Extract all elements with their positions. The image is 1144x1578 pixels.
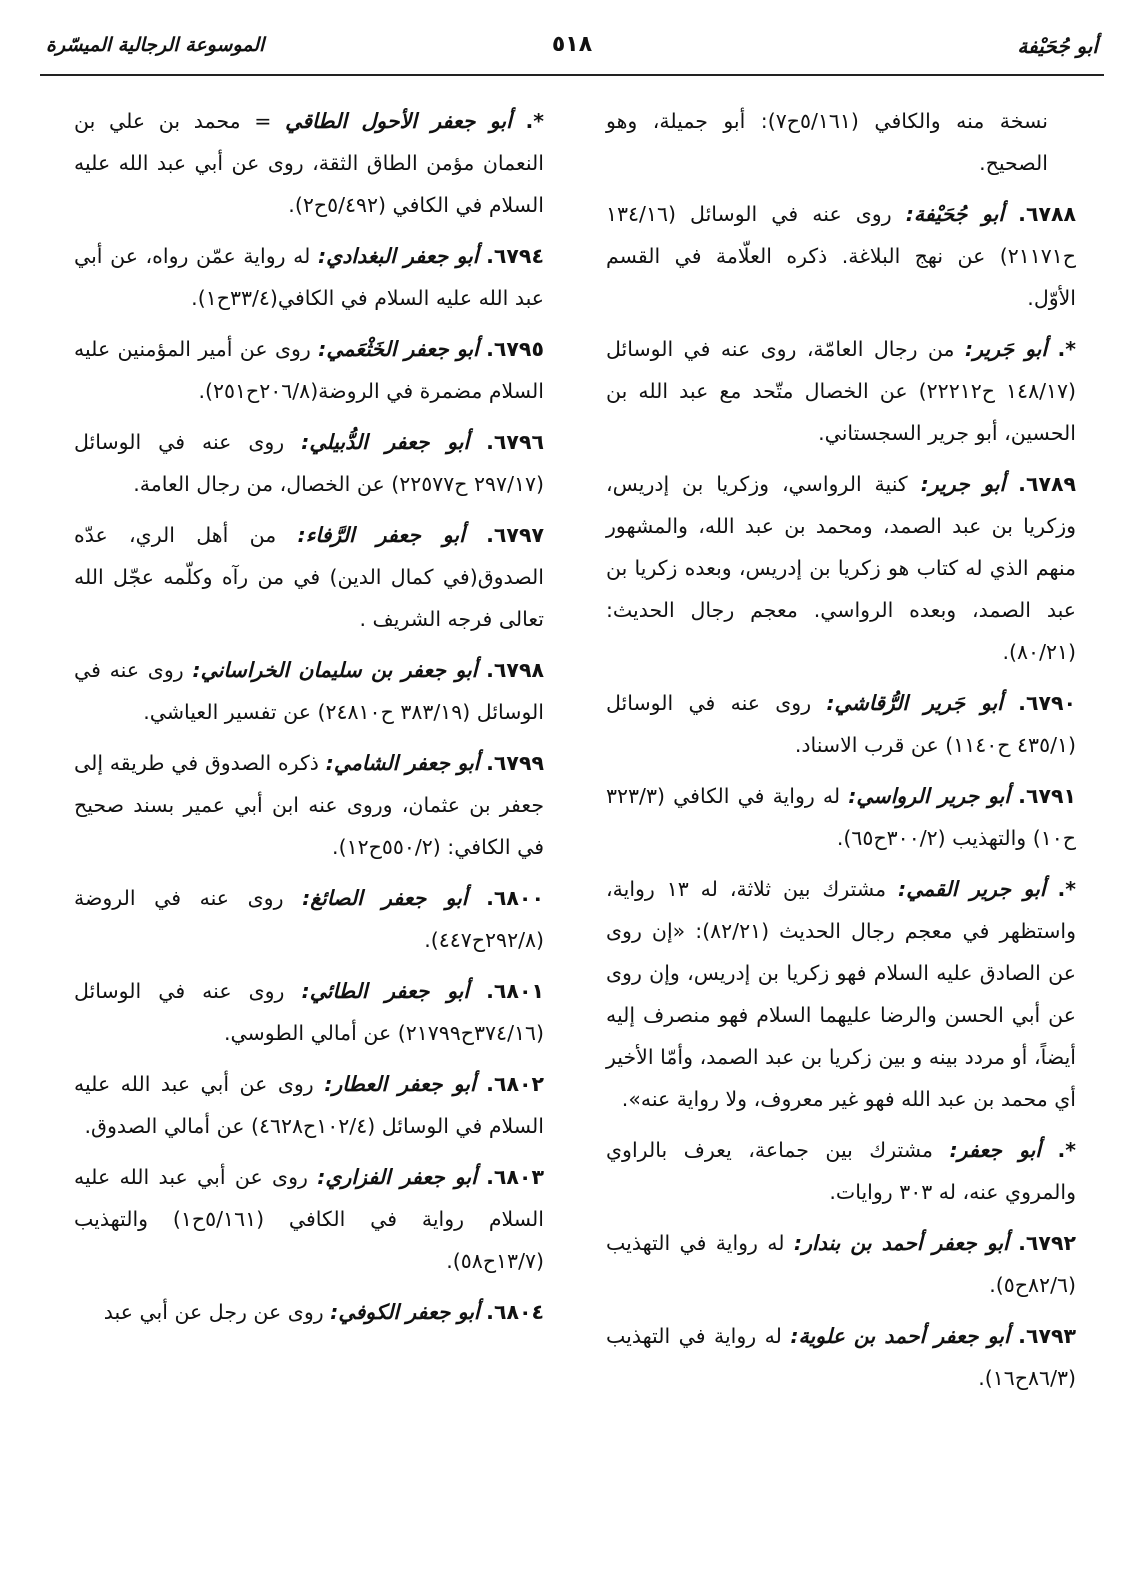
entry-number: ٦٧٩٢. [1018, 1231, 1076, 1255]
entry-text: روى عنه في الوسائل (١٣٤/١٦ ح٢١١٧١) عن نهج البلاغة. ذكره العلّامة في القسم الأوّل. [606, 202, 1076, 310]
entry-heading: أبو جعفر أحمد بن علوية: [790, 1324, 1010, 1348]
entry [74, 1156, 544, 1282]
entry-text: = محمد بن علي بن النعمان مؤمن الطاق الثقة، روى عن أبي عبد الله عليه السلام في الكافي (٥/٤٩٢ح٢). [74, 109, 544, 217]
entry [74, 100, 544, 226]
header-divider [40, 74, 1104, 76]
entry-heading: أبو جرير الرواسي: [848, 784, 1011, 808]
entry-heading: أبو جعفر بن سليمان الخراساني: [192, 658, 478, 682]
entry-number: ٦٧٩٣. [1018, 1324, 1076, 1348]
entry-heading: أبو جعفر الفزاري: [317, 1165, 477, 1189]
entry-heading: أبو جعفر الدُّبيلي: [301, 430, 470, 454]
entry-text: روى عن رجل عن أبي عبد [103, 1300, 324, 1324]
entry [74, 877, 544, 961]
entry-number: ٦٧٩٠. [1018, 691, 1076, 715]
entry-number: *. [1057, 337, 1076, 361]
entry [606, 463, 1076, 673]
entry-heading: أبو جُحَيْفة: [905, 202, 1005, 226]
page-number: ٥١٨ [551, 32, 593, 57]
entry [74, 1291, 544, 1333]
entry-heading: أبو جعفر الشامي: [325, 751, 480, 775]
entry-number: ٦٧٩٨. [486, 658, 544, 682]
entry [606, 682, 1076, 766]
entry-number: ٦٧٨٨. [1018, 202, 1076, 226]
entry-number: ٦٨٠١. [486, 979, 544, 1003]
entry-text: من أهل الري، عدّه الصدوق(في كمال الدين) في من رآه وكلّمه عجّل الله تعالى فرجه الشريف . [74, 523, 544, 631]
entry-heading: أبو جعفر: [949, 1138, 1041, 1162]
entry-text: كنية الرواسي، وزكريا بن إدريس، وزكريا بن عبد الصمد، ومحمد بن عبد الله، والمشهور منهم الذي له كتاب هو زكريا بن إدريس، وبعده زكريا بن عبد الصمد، وبعده الرواسي. معجم رجال الحديث:(٨٠/٢١). [606, 472, 1076, 664]
entry-text: روى عنه في الوسائل (٢٩٧/١٧ ح٢٢٥٧٧) عن الخصال، من رجال العامة. [74, 430, 544, 496]
entry-number: *. [1057, 877, 1076, 901]
entry-number: ٦٧٩٤. [486, 244, 544, 268]
entry-number: ٦٨٠٢. [486, 1072, 544, 1096]
entry-number: *. [525, 109, 544, 133]
entry-text: ذكره الصدوق في طريقه إلى جعفر بن عثمان، وروى عنه ابن أبي عمير بسند صحيح في الكافي: (٥٥٠/٢ح١٢). [74, 751, 544, 859]
entry-heading: أبو جَرير الرُّقاشي: [826, 691, 1003, 715]
entry [606, 193, 1076, 319]
entry-number: *. [1057, 1138, 1076, 1162]
entry [606, 1129, 1076, 1213]
entry [606, 775, 1076, 859]
entry-text: روى عنه في الوسائل (٣٧٤/١٦ح٢١٧٩٩) عن أمالي الطوسي. [74, 979, 544, 1045]
entry [74, 1063, 544, 1147]
entry-text: له رواية في التهذيب (٨٦/٣ح١٦). [606, 1324, 1076, 1390]
entry-heading: أبو جرير: [920, 472, 1006, 496]
entry [74, 649, 544, 733]
entry-heading: أبو جعفر الكوفي: [330, 1300, 480, 1324]
entry-text: روى عنه في الروضة (٢٩٢/٨ح٤٤٧). [74, 886, 544, 952]
entry-heading: أبو جعفر الرَّفاء: [297, 523, 465, 547]
entry-heading: أبو جعفر البغدادي: [317, 244, 479, 268]
entry-text: روى عن أمير المؤمنين عليه السلام مضمرة في الروضة(٢٠٦/٨ح٢٥١). [74, 337, 544, 403]
entry-text: مشترك بين ثلاثة، له ١٣ رواية، واستظهر في معجم رجال الحديث (٨٢/٢١): «إن روى عن الصادق عليه السلام فهو زكريا بن إدريس، وإن روى عن أبي الحسن والرضا عليهما السلام فهو منصرف إليه أيضاً، أو مردد بينه و بين زكريا بن عبد الصمد، وأمّا الأخير أي محمد بن عبد الله فهو غير معروف، ولا رواية عنه». [606, 877, 1077, 1111]
left-column [74, 100, 544, 1342]
entry-heading: أبو جرير القمي: [898, 877, 1046, 901]
entry-text: له رواية عمّن رواه، عن أبي عبد الله عليه السلام في الكافي(٣٣/٤ح١). [74, 244, 544, 310]
entry [606, 1315, 1076, 1399]
entry-heading: أبو جعفر الطائي: [301, 979, 470, 1003]
entry [606, 100, 1076, 184]
entry-heading: أبو جعفر أحمد بن بندار: [793, 1231, 1009, 1255]
entry-text: مشترك بين جماعة، يعرف بالراوي والمروي عنه، له ٣٠٣ روايات. [606, 1138, 1076, 1204]
entry [74, 970, 544, 1054]
entry-number: ٦٧٨٩. [1018, 472, 1076, 496]
entry-text: له رواية في التهذيب (٨٢/٦ح٥). [606, 1231, 1076, 1297]
header-entry-title: أبو جُحَيْفة [1017, 34, 1098, 58]
entry [74, 235, 544, 319]
entry-number: ٦٧٩٦. [486, 430, 544, 454]
entry-text: روى عن أبي عبد الله عليه السلام في الوسائل (١٠٢/٤ح٤٦٢٨) عن أمالي الصدوق. [74, 1072, 544, 1138]
entry-text: له رواية في الكافي (٣٢٣/٣ ح١٠) والتهذيب (٣٠٠/٢ح٦٥). [606, 784, 1076, 850]
entry [74, 514, 544, 640]
entry [606, 328, 1076, 454]
entry-number: ٦٨٠٣. [486, 1165, 544, 1189]
entry-heading: أبو جَرير: [964, 337, 1048, 361]
entry-text: روى عن أبي عبد الله عليه السلام رواية في الكافي (٥/١٦١ح١) والتهذيب (١٣/٧ح٥٨). [74, 1165, 544, 1273]
entry-number: ٦٧٩١. [1018, 784, 1076, 808]
entry-heading: أبو جعفر الخَثْعَمي: [318, 337, 479, 361]
entry [74, 328, 544, 412]
page-header [40, 28, 1104, 68]
entry-heading: أبو جعفر العطار: [324, 1072, 476, 1096]
entry-number: ٦٨٠٠. [486, 886, 544, 910]
right-column [606, 100, 1076, 1408]
entry-text: روى عنه في الوسائل (٣٨٣/١٩ ح٢٤٨١٠) عن تفسير العياشي. [74, 658, 544, 724]
entry-number: ٦٧٩٩. [486, 751, 544, 775]
entry-number: ٦٧٩٧. [486, 523, 544, 547]
entry [74, 742, 544, 868]
entry-heading: أبو جعفر الصائغ: [302, 886, 468, 910]
entry-text: من رجال العامّة، روى عنه في الوسائل (١٤٨/١٧ ح٢٢٢١٢) عن الخصال متّحد مع عبد الله بن الحسين، أبو جرير السجستاني. [606, 337, 1077, 445]
entry-number: ٦٧٩٥. [486, 337, 544, 361]
entry [606, 1222, 1076, 1306]
entry-heading: أبو جعفر الأحول الطاقي [285, 109, 512, 133]
entry [74, 421, 544, 505]
entry-number: ٦٨٠٤. [486, 1300, 544, 1324]
entry [606, 868, 1076, 1120]
entry-text: نسخة منه والكافي (٥/١٦١ح٧): أبو جميلة، وهو الصحيح. [606, 109, 1048, 175]
entry-text: روى عنه في الوسائل (٤٣٥/١ ح١١٤٠) عن قرب الاسناد. [606, 691, 1076, 757]
header-book-title: الموسوعة الرجالية الميسّرة [46, 34, 265, 56]
